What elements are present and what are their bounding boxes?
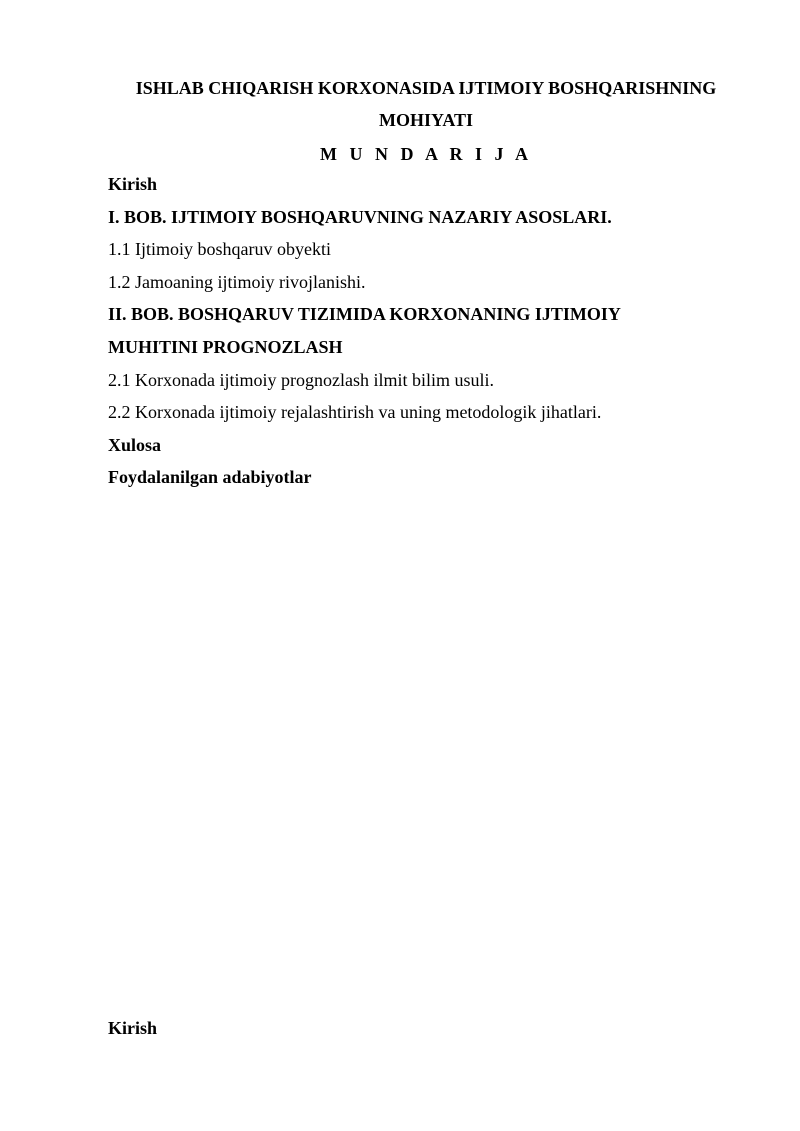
toc-item: 2.1 Korxonada ijtimoiy prognozlash ilmit bilim usuli. bbox=[108, 369, 494, 390]
toc-item: Xulosa bbox=[108, 434, 162, 455]
document-title-line-2: MOHIYATI bbox=[378, 110, 474, 130]
toc-item: 1.1 Ijtimoiy boshqaruv obyekti bbox=[108, 239, 331, 260]
toc-item: Kirish bbox=[108, 174, 158, 194]
section-heading-kirish: Kirish bbox=[108, 1018, 158, 1038]
toc-item: 1.2 Jamoaning ijtimoiy rivojlanishi. bbox=[108, 271, 366, 292]
toc-item: I. BOB. IJTIMOIY BOSHQARUVNING NAZARIY ASOSLARI. bbox=[108, 206, 612, 227]
contents-heading: M U N D A R I J A bbox=[319, 144, 532, 164]
table-of-contents bbox=[108, 168, 744, 494]
toc-item: II. BOB. BOSHQARUV TIZIMIDA KORXONANING IJTIMOIY bbox=[108, 304, 621, 325]
document-title-line-1: ISHLAB CHIQARISH KORXONASIDA IJTIMOIY BOSHQARISHNING bbox=[135, 78, 717, 98]
toc-item: Foydalanilgan adabiyotlar bbox=[108, 467, 312, 488]
toc-item: MUHITINI PROGNOZLASH bbox=[108, 336, 343, 357]
toc-item: 2.2 Korxonada ijtimoiy rejalashtirish va uning metodologik jihatlari. bbox=[108, 402, 602, 423]
